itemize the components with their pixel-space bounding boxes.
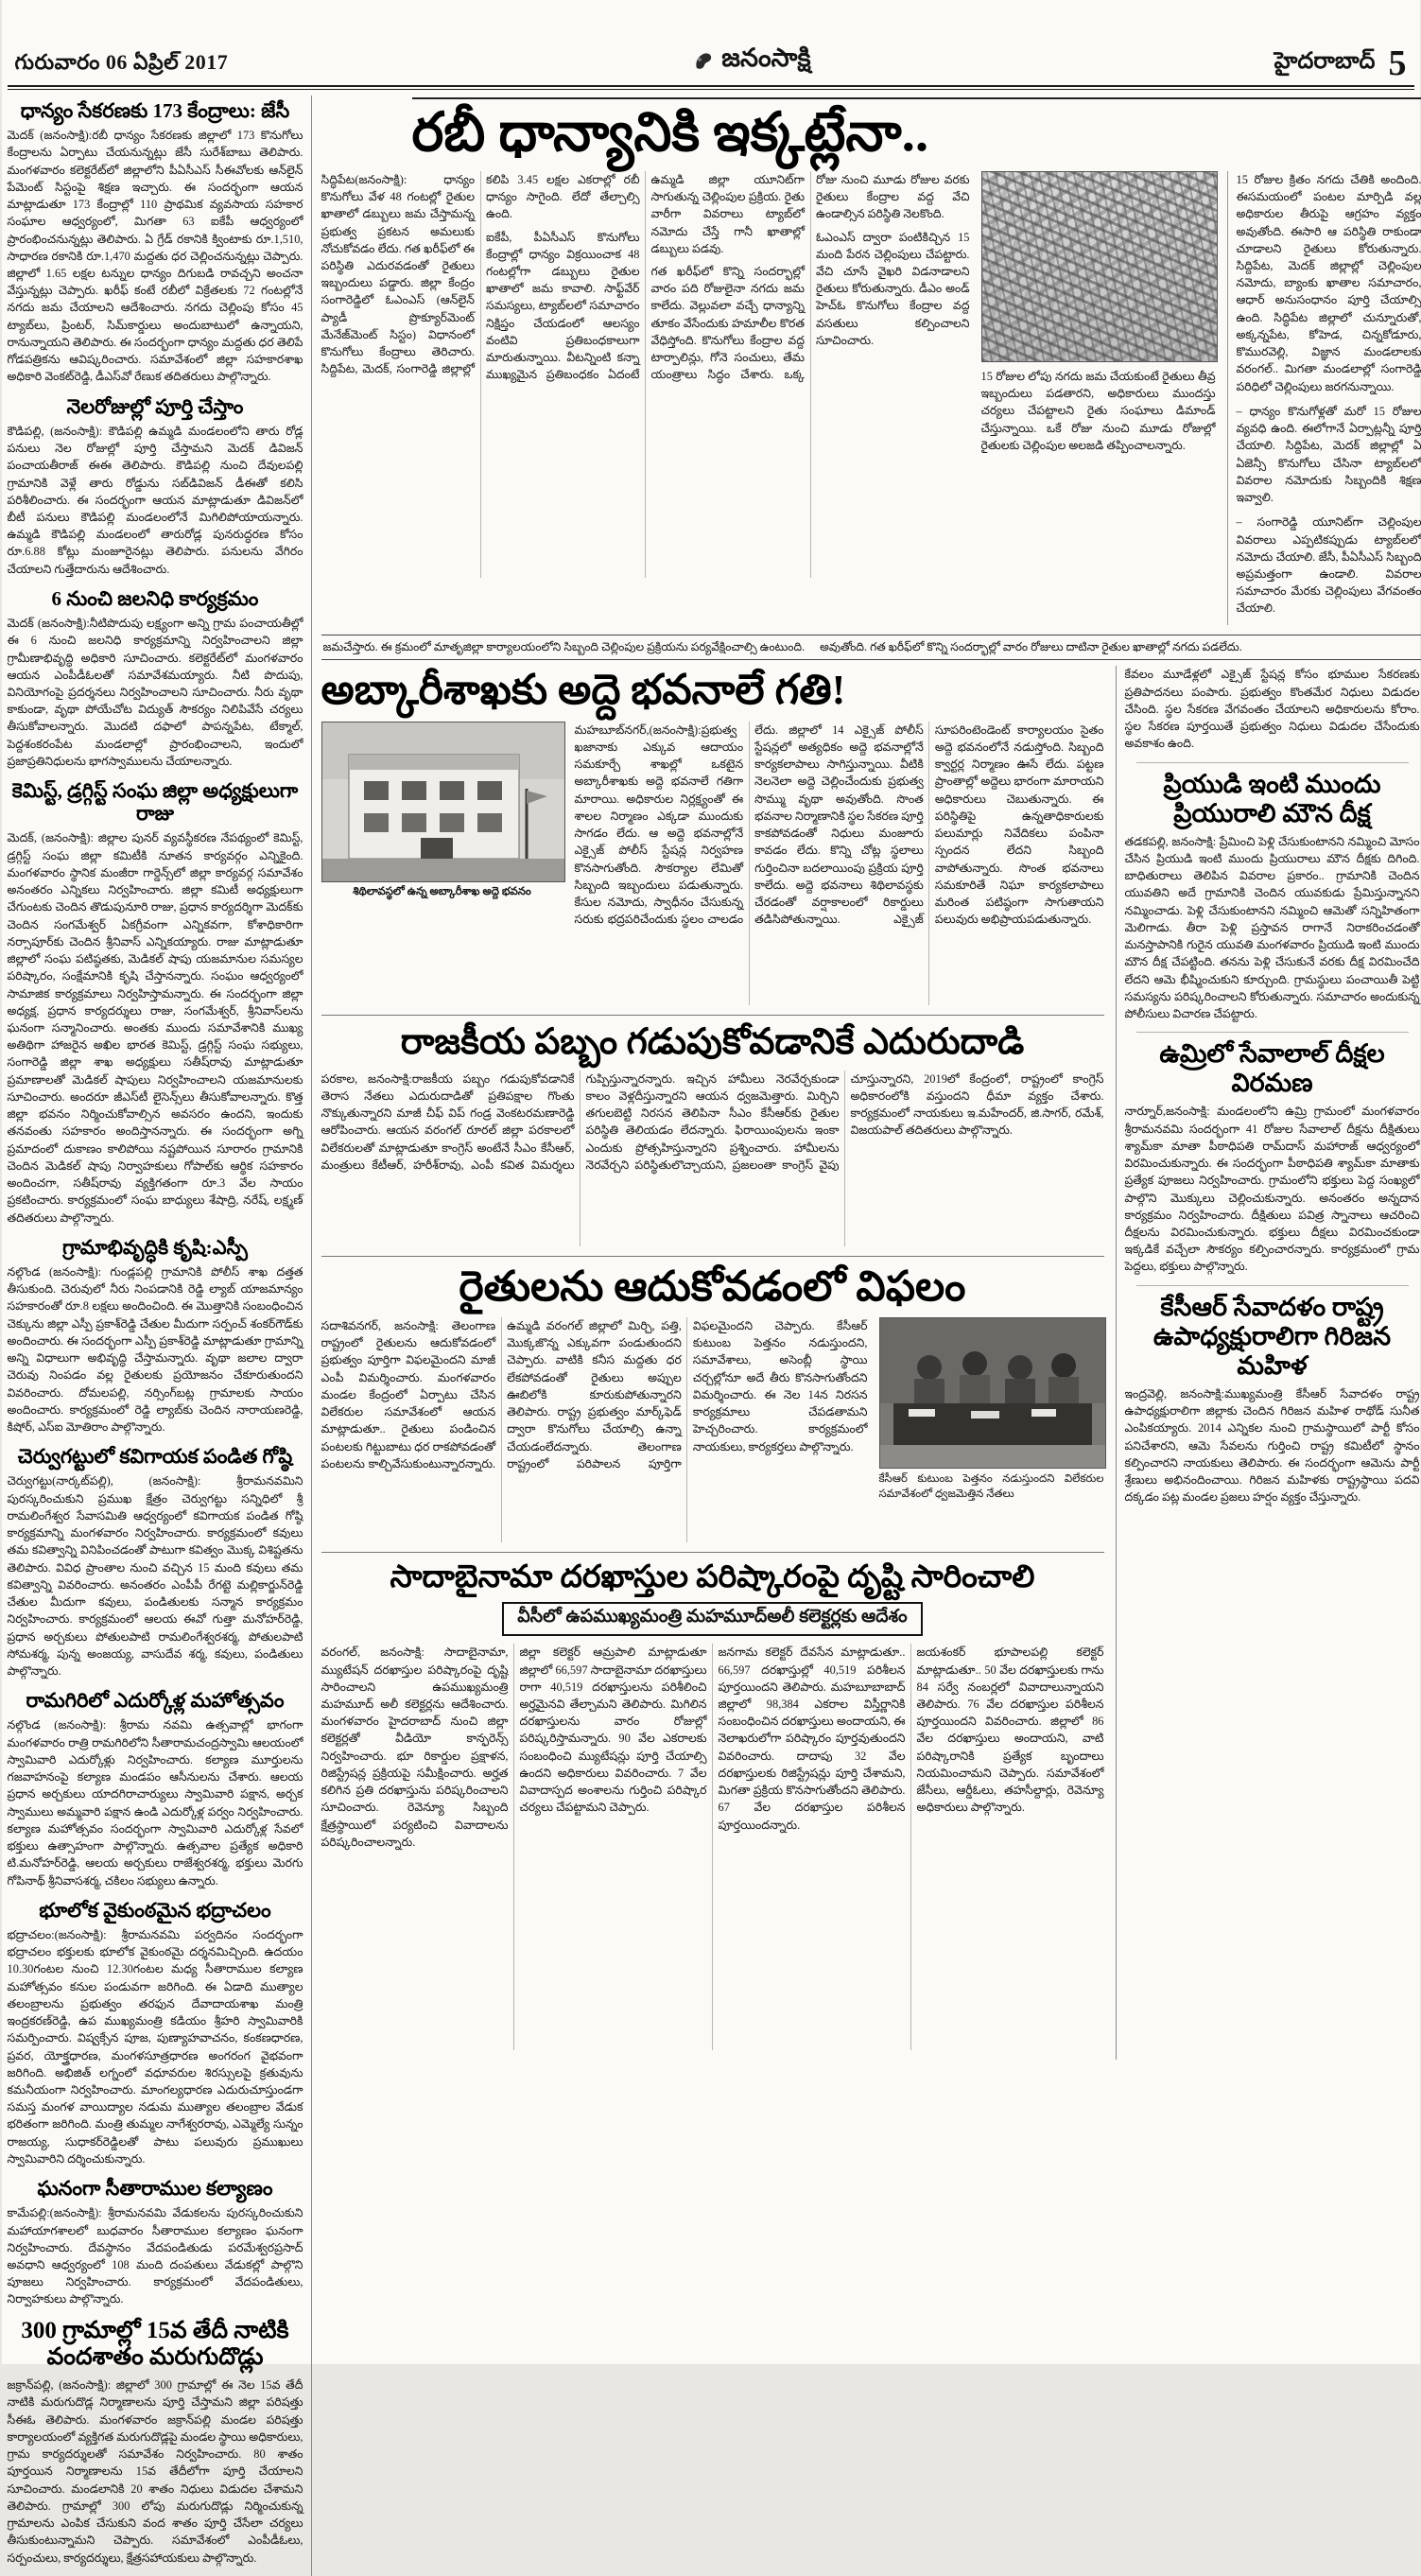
article-village-development xyxy=(8,1236,303,1436)
section-rule xyxy=(321,1256,1104,1257)
section-rule xyxy=(321,1015,1104,1016)
article-poets-meet xyxy=(8,1445,303,1680)
lead-continuation-strip xyxy=(321,635,1421,661)
excise-body-text: మహబూబ్‌నగర్,(జనంసాక్షి):ప్రభుత్వ ఖజానాకు ఎక్కువ ఆదాయం సమకూర్చే శాఖల్లో ఒకటైన అబ్కారీశాఖకు అద్దె భవనాలే గతిగా మారాయి. అధికారుల నిర్లక్ష్యంతో ఈ శాలల నిర్మాణం ఎక్కడా ముందుకు సాగడం లేదు. ఆ అద్దె భవనాల్లోనే ఎక్సైజ్ పోలీస్ స్టేషన్ల నిర్వహణ కొనసాగుతోంది. సౌకర్యాల లేమితో సిబ్బంది ఇబ్బందులు పడుతున్నారు. కేసుల నమోదు, స్వాధీనం చేసుకున్న సరుకు భద్రపరిచేందుకు స్థలం చాలడం లేదు. జిల్లాలో 14 ఎక్సైజ్ పోలీస్ స్టేషన్లలో అత్యధికం అద్దె భవనాల్లోనే కార్యకలాపాలు సాగిస్తున్నాయి. వీటికి నెలనెలా అద్దె చెల్లించేందుకు ప్రభుత్వ సొమ్ము వృథా అవుతోంది. సొంత భవనాల నిర్మాణానికి స్థల సేకరణ పూర్తి కాకపోవడంతో నిధులు మంజూరు కావడం లేదు. కొన్ని చోట్ల స్థలాలు గుర్తించినా బదలాయింపు ప్రక్రియ పూర్తి కాలేదు. అద్దె భవనాలు శిథిలావస్థకు చేరడంతో వర్షాకాలంలో రికార్డులు తడిసిపోతున్నాయి. ఎక్సైజ్ సూపరింటెండెంట్ కార్యాలయం సైతం అద్దె భవనంలోనే నడుస్తోంది. సిబ్బంది క్వార్టర్ల నిర్మాణం ఊసే లేదు. పట్టణ ప్రాంతాల్లో అద్దెలు భారంగా మారాయని అధికారులు చెబుతున్నారు. ఈ పరిస్థితిపై ఉన్నతాధికారులకు పలుమార్లు నివేదికలు పంపినా స్పందన లేదని సిబ్బంది వాపోతున్నారు. సొంత భవనాలు సమకూరితే నిఘా కార్యకలాపాలు మరింత పటిష్ఠంగా సాగుతాయని పలువురు అభిప్రాయపడుతున్నారు. xyxy=(575,722,1104,931)
rail-rule xyxy=(1136,1032,1409,1033)
excise-body xyxy=(575,722,1104,1005)
article-headline: చెర్వుగట్టులో కవిగాయక పండిత గోష్ఠి xyxy=(9,1445,302,1468)
farmers-body xyxy=(321,1317,868,1542)
article-headline: గ్రామాభివృద్ధికి కృషి:ఎస్పీ xyxy=(9,1236,302,1259)
masthead-logo-icon xyxy=(691,49,716,74)
edition-date: గురువారం 06 ఏప్రిల్ 2017 xyxy=(15,50,229,79)
lead-text-columns xyxy=(321,171,970,578)
politics-story xyxy=(321,1023,1104,1246)
lead-under-photo-text: 15 రోజుల లోపు నగదు జమ చేయకుంటే రైతులు తీవ్ర ఇబ్బందులు పడతారని, అధికారులు ముందస్తు చర్యలు చేపట్టాలని రైతు సంఘాలు డిమాండ్ చేస్తున్నాయి. ఒకే రోజు నుంచి మూడు రోజుల్లో రైతులకు చెల్లింపుల అలజడి తప్పించాలన్నారు. xyxy=(981,368,1216,454)
page-body xyxy=(8,96,1414,2576)
politics-body xyxy=(321,1070,1104,1246)
mid-grid xyxy=(321,666,1421,2060)
edition-city: హైదరాబాద్ xyxy=(1274,48,1376,79)
article-jalanidhi xyxy=(8,587,303,770)
excise-continuation-text: కేవలం మూడేళ్లలో ఎక్సైజ్ స్టేషన్ల కోసం భూముల సేకరణకు ప్రతిపాదనలు పంపారు. ప్రభుత్వం కొంతమేర నిధులు విడుదల చేసింది. స్థల సేకరణ వేగవంతం చేయాలని అధికారులను కోరాం. స్థల సేకరణ పూర్తయితే ప్రభుత్వం నిధులు విడుదల చేసేందుకు అవకాశం ఉంది. xyxy=(1125,666,1420,752)
masthead-logo xyxy=(691,44,810,79)
lead-top-rule xyxy=(412,97,1421,99)
lead-note-right: అవుతోంది. గత ఖరీఫ్‌లో కొన్ని సందర్భాల్లో వారం రోజులు దాటినా రైతుల ఖాతాల్లో నగదు పడలేదు. xyxy=(820,639,1242,656)
article-body: మెదక్ (జనంసాక్షి):నీటిపొదుపు లక్ష్యంగా అన్ని గ్రామ పంచాయతీల్లో ఈ 6 నుంచి జలనిధి కార్యక్రమాన్ని నిర్వహించాలని జిల్లా గ్రామీణాభివృద్ధి అధికారి సూచించారు. కలెక్టరేట్‌లో మంగళవారం ఆయన ఎంపీడీఓలతో సమావేశమయ్యారు. నీటి పొదుపు, వినియోగంపై ప్రదర్శనలు నిర్వహించాలని సూచించారు. నీరు వృథా కాకుండా, వృథా పోయేచోట విద్యుత్ సౌకర్యం నిలిపివేసే చర్యలు తీసుకోవాలన్నారు. మొదటి దఫాలో పాపన్నపేట, టేక్మాల్, పెద్దశంకరంపేట మండలాల్లో ప్రారంభించాలని, ఇందులో ప్రజాప్రతినిధులను భాగస్వాములను చేయాలన్నారు. xyxy=(8,615,303,770)
sevalal-story xyxy=(1125,1039,1420,1275)
lead-body xyxy=(321,171,1421,625)
section-rule xyxy=(321,1552,1104,1553)
article-body: నల్గొండ (జనంసాక్షి): గుండ్లపల్లి గ్రామానికి పోలీస్ శాఖ దత్తత తీసుకుంది. చెరువులో నీరు నింపడానికి రెడ్డి ల్యాబ్ యాజమాన్యం సహకారంతో రూ.8 లక్షలు అందించింది. ఈ మొత్తానికి సంబంధించిన చెక్కును జిల్లా ఎస్పీ ప్రకాశ్‌రెడ్డి చేతుల మీదుగా సర్పంచ్ శంకర్‌గౌడ్‌కు అందించారు. ఈ సందర్భంగా ఎస్పీ ప్రకాశ్‌రెడ్డి మాట్లాడుతూ గ్రామాన్ని అన్ని విధాలుగా అభివృద్ధి చేస్తామన్నారు. వృథా జలాల ద్వారా చెరువు నింపడం వల్ల రైతులకు ప్రయోజనం చేకూరుతుందని వివరించారు. దోమలపల్లి, నర్సింగ్‌బట్ల గ్రామాలకు సాయం అందించారు. కార్యక్రమంలో రెడ్డి ల్యాబ్‌కు చెందిన నారాయణరెడ్డి, కిషోర్, ఎస్ఐ మోతిరాం పాల్గొన్నారు. xyxy=(8,1263,303,1436)
article-headline: భూలోక వైకుంఠమైన భద్రాచలం xyxy=(9,1899,302,1922)
article-chemist-association xyxy=(8,779,303,1227)
lead-col-3: గత ఖరీఫ్‌లో కొన్ని సందర్భాల్లో వారం పది రోజులైనా నగదు జమ కాలేదు. వెల్లువలా వచ్చే ధాన్యాన్ని తూకం వేసేందుకు హమాలీల కొరత వేధిస్తోంది. కొనుగోలు కేంద్రాల వద్ద టార్పాలిన్లు, గోనె సంచులు, తేమ యంత్రాలు సిద్ధం చేశారు. ఒక్క రోజు నుంచి మూడు రోజుల వరకు రైతులు కేంద్రాల వద్ద వేచి ఉండాల్సిన పరిస్థితి నెలకొంది. xyxy=(651,171,970,384)
rail-rule xyxy=(1136,1285,1409,1286)
article-headline: ధాన్యం సేకరణకు 173 కేంద్రాలు: జేసీ xyxy=(9,99,302,122)
masthead xyxy=(8,0,1414,83)
kcr-sevadal-headline: కేసీఆర్ సేవాదళం రాష్ట్ర ఉపాధ్యక్షురాలిగా గిరిజన మహిళ xyxy=(1127,1293,1418,1381)
revenue-subhead-box: వీసీలో ఉపముఖ్యమంత్రి మహమూద్అలీ కలెక్టర్లకు ఆదేశం xyxy=(502,1602,922,1636)
lead-right-column xyxy=(1227,171,1421,625)
rail-rule xyxy=(1136,762,1409,763)
revenue-col-3: జనగామ కలెక్టర్ దేవసేన మాట్లాడుతూ.. 66,597 దరఖాస్తుల్లో 40,519 పరిశీలన పూర్తయిందని తెలిపారు. మహబూబాబాద్ జిల్లాలో 98,384 ఎకరాల విస్తీర్ణానికి సంబంధించిన దరఖాస్తులు అందాయని, ఈ నెలాఖరులోగా పరిష్కారం పూర్తవుతుందని వివరించారు. దాదాపు 32 వేల దరఖాస్తులకు రిజిస్ట్రేషన్లు పూర్తి చేశామని, మిగతా ప్రక్రియ కొనసాగుతోందని తెలిపారు. 67 వేల దరఖాస్తుల పరిశీలన పూర్తయిందన్నారు. xyxy=(719,1644,906,1834)
revenue-body xyxy=(321,1644,1104,2050)
lover-protest-headline: ప్రియుడి ఇంటి ముందు ప్రియురాలి మౌన దీక్ష xyxy=(1127,770,1418,828)
right-rail xyxy=(1116,666,1420,2060)
article-body: కౌడిపల్లి, (జనంసాక్షి): కౌడిపల్లి ఉమ్మడి మండలంలోని తారు రోడ్ల పనులు నెల రోజుల్లో పూర్తి చేస్తామని మెదక్ డివిజన్ పంచాయతీరాజ్ ఈఈ తెలిపారు. కౌడిపల్లి నుంచి దేవులపల్లి గ్రామానికి వెళ్లే తారు రోడ్డును సబ్‌డివిజన్ డీఈతో కలిసి పరిశీలించారు. ఈ సందర్భంగా ఆయన మాట్లాడుతూ డివిజన్‌లో బీటీ పనులు కౌడిపల్లి మండలంలోనే మిగిలిపోయాయన్నారు. ఉమ్మడి కౌడిపల్లి మండలంలో తారురోడ్ల పునరుద్ధరణ కోసం రూ.6.88 కోట్లు మంజూరైనట్లు తెలిపారు. పనులను వేగిరం చేయాలని గుత్తేదారును ఆదేశించారు. xyxy=(8,423,303,578)
lover-protest-body: తడకపల్లి, జనంసాక్షి: ప్రేమించి పెళ్లి చేసుకుంటానని నమ్మించి మోసం చేసిన ప్రియుడి ఇంటి ముందు ప్రియురాలు మౌన దీక్షకు దిగింది. బాధితురాలు తెలిపిన వివరాల ప్రకారం.. గ్రామానికి చెందిన యువతిని అదే గ్రామానికి చెందిన యువకుడు ప్రేమిస్తున్నానని నమ్మించాడు. పెళ్లి చేసుకుంటానని నమ్మించి ఆమెతో సన్నిహితంగా మెలిగాడు. తీరా పెళ్లి ప్రస్తావన రాగానే నిరాకరించడంతో మనస్తాపానికి గురైన యువతి మంగళవారం ప్రియుడి ఇంటి ముందు మౌన దీక్ష చేపట్టింది. తనను పెళ్లి చేసుకునే వరకు దీక్ష విరమించేది లేదని ఆమె భీష్మించుకుని కూర్చుంది. గ్రామస్థులు పంచాయితీ పెట్టి సమస్యను పరిష్కరించాలని కోరుతున్నారు. సమాచారం అందుకున్న పోలీసులు విచారణ చేపట్టారు. xyxy=(1125,833,1420,1023)
article-body: నల్గొండ (జనంసాక్షి): శ్రీరామ నవమి ఉత్సవాల్లో భాగంగా మంగళవారం రాత్రి రామగిరిలోని సీతారామచంద్రస్వామి ఆలయంలో స్వామివారి ఎదుర్కోళ్లు నిర్వహించారు. కల్యాణ మూర్తులను గజవాహనంపై కల్యాణ మండపం ఆసీనులను చేశారు. ఆలయ ప్రధాన అర్చకులు యాదగిరాచార్యులు స్వామివారి పక్షాన, అర్చక స్వాములు అమ్మవారి పక్షాన ఉండి ఎదుర్కోళ్ల పర్వం నిర్వహించారు. కల్యాణ మహోత్సవం సందర్భంగా స్వామివారి ఎదుర్కోళ్ల సేవలో భక్తులు ఉత్సాహంగా పాల్గొన్నారు. ఉత్సవాల ప్రత్యేక అధికారి టి.మనోహర్‌రెడ్డి, ఆలయ అర్చకులు రాజేశ్వరశర్మ, భక్తులు మెరగు గోపినాథ్ శ్రీనివాసశర్మ, చకిలం సభ్యులు ఉన్నారు. xyxy=(8,1716,303,1888)
article-headline: రామగిరిలో ఎదుర్కోళ్ల మహోత్సవం xyxy=(9,1689,302,1712)
article-headline: 300 గ్రామాల్లో 15వ తేదీ నాటికి వందశాతం మరుగుదొడ్లు xyxy=(9,2318,302,2373)
lead-right-quote-2: – సంగారెడ్డి యూనిట్‌గా చెల్లింపుల వివరాలు ఎప్పటికప్పుడు ట్యాబ్‌లలో నమోదు చేయాలి. జేసీ, పీఏసీఎస్ సిబ్బంది అప్రమత్తంగా ఉండాలి. వివరాల సమాచారం మేరకు చెల్లింపులు వేగవంతం చేయాలి. xyxy=(1237,513,1421,617)
revenue-story xyxy=(321,1560,1104,2050)
revenue-col-4: జయశంకర్ భూపాలపల్లి కలెక్టర్ మాట్లాడుతూ.. 50 వేల దరఖాస్తులకు గాను 84 సర్వే నంబర్లలో వివాదాలున్నాయని తెలిపారు. 76 వేల దరఖాస్తుల పరిశీలన పూర్తయిందని వివరించారు. జిల్లాలో 86 వేల దరఖాస్తులు అందాయని, వాటి పరిష్కారానికి ప్రత్యేక బృందాలు నియమించామని చెప్పారు. సమావేశంలో జేసీలు, ఆర్డీఓలు, తహసీల్దార్లు, రెవెన్యూ అధికారులు పాల్గొన్నారు. xyxy=(917,1644,1104,1816)
left-column xyxy=(8,96,312,2576)
farmers-photo-caption: కేసీఆర్ కుటుంబ పెత్తనం నడుస్తుందని విలేకరుల సమావేశంలో ధ్వజమెత్తిన నేతలు xyxy=(879,1471,1104,1501)
newspaper-page xyxy=(2,0,1420,2364)
lead-right-quote-1: – ధాన్యం కొనుగోళ్లతో మరో 15 రోజుల వ్యవధి ఉంది. ఈలోగానే ఏర్పాట్లన్నీ పూర్తి చేయాలి. సిద్దిపేట, మెదక్ జిల్లాల్లో ఏ ఏజెన్సీ కొనుగోలు చేసినా ట్యాబ్‌లలో వివరాల నమోదుకు సిబ్బందికి శిక్షణ ఇవ్వాలి. xyxy=(1237,403,1421,506)
lead-col-2: ఐకేపీ, పీఏసీఎస్ కొనుగోలు కేంద్రాల్లో ధాన్యం విక్రయించాక 48 గంటల్లోగా డబ్బులు రైతుల ఖాతాలో జమ కావాలి. సాఫ్ట్‌వేర్ సమస్యలు, ట్యాబ్‌లలో సమాచారం నిక్షిప్తం చేయడంలో ఆలస్యం వంటివి ప్రతిబంధకాలుగా మారుతున్నాయి. వీటన్నింటి కన్నా ముఖ్యమైన ప్రతిబంధకం ఏదంటే ఉమ్మడి జిల్లా యూనిట్‌గా సాగుతున్న చెల్లింపుల ప్రక్రియ. రైతు వారీగా వివరాలు ట్యాబ్‌లో నమోదు చేస్తే గానీ ఖాతాల్లో డబ్బులు పడవు. xyxy=(486,171,805,384)
politics-body-text: పరకాల, జనంసాక్షి:రాజకీయ పబ్బం గడుపుకోవడానికే తెరాస నేతలు ఎదురుదాడితో ప్రతిపక్షాల గొంతు నొక్కుతున్నారని మాజీ చీఫ్ విప్ గండ్ర వెంకటరమణారెడ్డి ఆరోపించారు. ఆయన వరంగల్ రూరల్ జిల్లా పరకాలలో విలేకరులతో మాట్లాడుతూ కాంగ్రెస్ అంటేనే సీఎం కేసీఆర్, మంత్రులు కేటీఆర్, హరీశ్‌రావు, ఎంపీ కవిత విమర్శలు గుప్పిస్తున్నారన్నారు. ఇచ్చిన హామీలు నెరవేర్చకుండా కాలం వెళ్లదీస్తున్నారని ఆయన ధ్వజమెత్తారు. మిర్చిని తగులబెట్టి నిరసన తెలిపినా సీఎం కేసీఆర్‌కు రైతుల పరిస్థితి తెలియడం లేదన్నారు. ఫిరాయింపులను ఇంకా ఎందుకు ప్రోత్సహిస్తున్నారని ప్రశ్నించారు. హామీలను నెరవేర్చని పరిస్థితులొచ్చాయని, ప్రజలంతా కాంగ్రెస్ వైపు చూస్తున్నారని, 2019లో కేంద్రంలో, రాష్ట్రంలో కాంగ్రెస్ అధికారంలోకి వస్తుందని ధీమా వ్యక్తం చేశారు. కార్యక్రమంలో నాయకులు ఇ.మహేందర్, జి.సాగర్, రమేశ్, విజయపాల్ తదితరులు పాల్గొన్నారు. xyxy=(321,1070,1104,1174)
lead-col-1: సిద్ధిపేట(జనంసాక్షి): ధాన్యం కొనుగోలు వేళ 48 గంటల్లో రైతుల ఖాతాలో డబ్బులు జమ చేస్తామన్న ప్రభుత్వ ప్రకటన అమలుకు నోచుకోవడం లేదు. గత ఖరీఫ్‌లో ఈ పరిస్థితి ఎదురవడంతో రైతులు ఇబ్బందులు పడ్డారు. జిల్లా కేంద్రం సంగారెడ్డిలో ఓఎంఎస్ (ఆన్‌లైన్ ప్యాడీ ప్రొక్యూర్‌మెంట్ మేనేజ్‌మెంట్ సిస్టం) విధానంలో కొనుగోలు కేంద్రాలు తెరిచారు. సిద్దిపేట, మెదక్, సంగారెడ్డి జిల్లాల్లో కలిపి 3.45 లక్షల ఎకరాల్లో రబీ ధాన్యం సాగైంది. లేదో తేల్చాల్సి ఉంది. xyxy=(321,171,640,384)
excise-continuation xyxy=(1125,666,1420,752)
article-headline: కెమిస్ట్, డ్రగ్గిస్ట్ సంఘ జిల్లా అధ్యక్షులుగా రాజు xyxy=(9,779,302,825)
article-body: జక్రాన్‌పల్లి, (జనంసాక్షి): జిల్లాలో 300 గ్రామాల్లో ఈ నెల 15వ తేదీ నాటికి మరుగుదొడ్ల నిర్మాణాలను పూర్తి చేస్తామని జిల్లా పరిషత్తు సీఈఓ తెలిపారు. మంగళవారం జక్రాన్‌పల్లి మండల పరిషత్తు కార్యాలయంలో వ్యక్తిగత మరుగుదొడ్లపై మండల స్థాయి అధికారులు, గ్రామ కార్యదర్శులతో సమావేశం నిర్వహించారు. 80 శాతం పూర్తయిన నిర్మాణాలను 15వ తేదీలోగా పూర్తి చేయాలని సూచించారు. మండలానికి 20 శాతం నిధులు విడుదల చేశామని తెలిపారు. గ్రామాల్లో 300 లోపు మరుగుదొడ్లు నిర్మించుకున్న గ్రామాలను ఎంపిక చేసుకుని వంద శాతం పూర్తి చేసేలా చర్యలు తీసుకుంటున్నామని చెప్పారు. సమావేశంలో ఎంపీడీఓలు, సర్పంచులు, కార్యదర్శులు, క్షేత్రసహాయకులు పాల్గొన్నారు. xyxy=(8,2376,303,2567)
sevalal-body: నార్నూర్,జనంసాక్షి: మండలంలోని ఉమ్రి గ్రామంలో మంగళవారం శ్రీరామనవమి సందర్భంగా 41 రోజుల సేవాలాల్ దీక్షను దీక్షితులు శ్యామ్‌కా మాతా పీఠాధిపతి రామ్‌దాస్ మహారాజ్ ఆధ్వర్యంలో విరమించుకున్నారు. ఈ సందర్భంగా పీఠాధిపతి శ్యామ్‌కా మాతాకు ప్రత్యేక పూజలు నిర్వహించారు. గ్రామంలోని భక్తులు పెద్ద సంఖ్యలో పాల్గొని మొక్కులు చెల్లించుకున్నారు. అనంతరం అన్నదాన కార్యక్రమం నిర్వహించారు. దీక్షితులు పవిత్ర స్నానాలు ఆచరించి దీక్షలను విరమించుకున్నారు. భక్తులు దీక్షలు విరమించకుండా ఇక్కడికే వచ్చేలా సౌకర్యం కల్పించారన్నారు. కార్యక్రమంలో గ్రామ పెద్దలు, భక్తులు పాల్గొన్నారు. xyxy=(1125,1103,1420,1275)
center-stack xyxy=(321,666,1104,2060)
article-body: కామేపల్లి:(జనంసాక్షి): శ్రీరామనవమి వేడుకలను పురస్కరించుకుని మహాయాగశాలలో బుధవారం సీతారాముల కల్యాణం ఘనంగా నిర్వహించారు. దేవస్థానం వేదపండితుడు పరమేశ్వరప్రసాద్ అవధాని ఆధ్వర్యంలో 108 మంది దంపతులు వేడుకల్లో పాల్గొని పూజలు నిర్వహించారు. కార్యక్రమంలో వేదపండితులు, నిర్వాహకులు పాల్గొన్నారు. xyxy=(8,2204,303,2307)
lead-story xyxy=(321,96,1421,660)
politics-headline: రాజకీయ పబ్బం గడుపుకోవడానికే ఎదురుదాడి xyxy=(321,1023,1104,1063)
lover-protest-story xyxy=(1125,770,1420,1023)
lead-right-text: 15 రోజుల క్రితం నగదు చేతికి అందింది. ఈసమయంలో పంటల మార్పిడి వల్ల అధికారుల తీరుపై ఆగ్రహం వ్యక్తం అవుతోంది. ఈసారి ఆ పరిస్థితి రాకుండా చూడాలని రైతులు కోరుతున్నారు. సిద్దిపేట, మెదక్ జిల్లాల్లో చెల్లింపుల నమోదు, బ్యాంకు ఖాతాల సమాచారం, ఆధార్ అనుసంధానం పూర్తి చేయాల్సి ఉంది. సిద్ధిపేట జిల్లాలో చున్నూరుతో, అక్కన్నపేట, కోహెడ, చిన్నకోడూరు, కొమురవెల్లి, విజ్ఞాన మండలాలకు వరంగల్.. మిగతా మండలాల్లో సంగారెడ్డి పరిధిలో చెల్లింపులు జరగనున్నాయి. xyxy=(1237,171,1421,395)
article-body: మెదక్, (జనంసాక్షి): జిల్లాల పునర్ వ్యవస్థీకరణ నేపథ్యంలో కెమిస్ట్, డ్రగ్గిస్ట్ సంఘ జిల్లా కమిటీకి నూతన కార్యవర్గం ఎన్నికైంది. మంగళవారం స్థానిక మంజీరా గార్డెన్స్‌లో జిల్లా కార్యవర్గ సమావేశం అనంతరం ఎన్నికలు నిర్వహించారు. జిల్లా కమిటీ అధ్యక్షులుగా చేగుంటకు చెందిన తొడుపునూరి రాజు, ప్రధాన కార్యదర్శిగా మెదక్‌కు చెందిన సంగమేశ్వర్ ఏకగ్రీవంగా ఎన్నికవగా, కోశాధికారిగా నర్సాపూర్‌కు చెందిన శ్రీనివాస్ ఎన్నికయ్యారు. రాజు మాట్లాడుతూ జిల్లాలో సంఘ పటిష్ఠతకు, మెడికల్ షాపు యజమానుల సమస్యల పరిష్కారం, సంక్షేమానికి కృషి చేస్తానన్నారు. సంఘం ఆధ్వర్యంలో సామాజిక కార్యక్రమాలు నిర్వహిస్తామన్నారు. ఈ సందర్భంగా జిల్లా అధ్యక్ష, ప్రధాన కార్యదర్శులు రాజు, సంగమేశ్వర్, శ్రీనివాస్‌లను ఘనంగా సన్మానించారు. అంతకు ముందు సమావేశానికి ముఖ్య అతిథిగా హాజరైన అఖిల భారత కెమిస్ట్, డ్రగ్గిస్ట్ సంఘ సభ్యులు, సంగారెడ్డి జిల్లా శాఖ అధ్యక్షులు సతీష్‌రావు మాట్లాడుతూ ప్రమాణాలతో మెడికల్ షాపులు నిర్వహించాలని యజమానులకు సూచించారు. అందరూ జీఎస్‌టీ లైసెన్స్‌లు తీసుకోవాలన్నారు. కొత్త జిల్లా భవనం నిర్మించుకోవాల్సిన అవసరం ఉందని, ఇందుకు తనవంతు సహకారం అందిస్తానన్నారు. ఈ సందర్భంగా అగ్ని ప్రమాదంలో దుకాణం కాలిపోయి నష్టపోయిన సూరారం గ్రామానికి చెందిన మెడికల్ షాపు నిర్వాహకులు గోపాల్‌కు ఆర్థిక సహకారం అందించగా, సతీష్‌రావు వ్యక్తిగతంగా రూ.3 వేల సాయం ప్రకటించారు. కార్యక్రమంలో సంఘ బాధ్యులు శేషాద్రి, నరేష్, లక్ష్మణ్ తదితరులు పాల్గొన్నారు. xyxy=(8,829,303,1226)
building-photo xyxy=(321,722,563,882)
article-roads-month xyxy=(8,395,303,578)
masthead-title: జనంసాక్షి xyxy=(721,44,810,79)
article-bhadrachalam xyxy=(8,1899,303,2167)
article-body: మెదక్ (జనంసాక్షి):రబీ ధాన్యం సేకరణకు జిల్లాలో 173 కొనుగోలు కేంద్రాలను ఏర్పాటు చేయనున్నట్లు జేసీ సురేశ్‌బాబు తెలిపారు. మంగళవారం కలెక్టరేట్‌లో జిల్లాలోని పీఏసీఎస్ సీఈవోలకు ఆన్‌లైన్ పేమెంట్ సిస్టంపై శిక్షణ ఇచ్చారు. ఈ సందర్భంగా ఆయన మాట్లాడుతూ 173 కేంద్రాల్లో 110 ప్రాథమిక వ్యవసాయ సహకార సంఘాల ఆధ్వర్యంలో, మిగతా 63 ఐకేపీ ఆధ్వర్యంలో ప్రారంభించనున్నట్లు తెలిపారు. ఏ గ్రేడ్ రకానికి క్వింటాకు రూ.1,510, సాధారణ రకానికి రూ.1,470 మద్దతు ధర చెల్లించనున్నట్లు చెప్పారు. జిల్లాలో 1.65 లక్షల టన్నుల ధాన్యం దిగుబడి రావచ్చని అంచనా వేస్తున్నట్లు చెప్పారు. ఖరీఫ్ కంటే రబీలో విక్రేతలకు 72 గంటల్లోనే నగదు జమ చేయాలని ఆదేశించారు. నగదు చెల్లింపు కోసం 45 ట్యాబ్‌లు, ప్రింటర్, సిమ్‌కార్డులు అందుబాటులో ఉన్నాయని, రానున్నాయని తెలిపారు. ఈ సందర్భంగా ధాన్యం మద్దతు ధర తెలిపే గోడపత్రికను ఆవిష్కరించారు. సమావేశంలో జిల్లా సహకారశాఖ అధికారి వెంకట్‌రెడ్డి, డీఎస్‌వో రేణుక తదితరులు పాల్గొన్నారు. xyxy=(8,127,303,386)
article-headline: నెలరోజుల్లో పూర్తి చేస్తాం xyxy=(9,395,302,418)
farmers-story xyxy=(321,1264,1104,1542)
lead-headline: రబీ ధాన్యానికి ఇక్కట్లేనా.. xyxy=(412,105,1421,162)
article-headline: 6 నుంచి జలనిధి కార్యక్రమం xyxy=(9,587,302,610)
excise-photo-caption: శిథిలావస్థలో ఉన్న అబ్కారీశాఖ అద్దె భవనం xyxy=(321,885,563,900)
lead-photo-column xyxy=(981,171,1216,625)
kcr-sevadal-body: ఇంద్రవెల్లి, జనంసాక్షి:ముఖ్యమంత్రి కేసీఆర్ సేవాదళం రాష్ట్ర ఉపాధ్యక్షురాలిగా జిల్లాకు చెందిన గిరిజన మహిళ రాథోడ్ సునీత ఎంపికయ్యారు. 2014 ఎన్నికల నుంచి గ్రామస్థాయిలో పార్టీ కోసం పనిచేశారని, ఆమె సేవలను గుర్తించి రాష్ట్ర కమిటీలో స్థానం కల్పించారని నాయకులు తెలిపారు. ఈ సందర్భంగా ఆమెను పార్టీ శ్రేణులు అభినందించాయి. గిరిజన మహిళకు రాష్ట్రస్థాయి పదవి దక్కడం పట్ల మండల ప్రజలు హర్షం వ్యక్తం చేస్తున్నారు. xyxy=(1125,1385,1420,1506)
sevalal-headline: ఉమ్రిలో సేవాలాల్ దీక్షల విరమణ xyxy=(1127,1039,1418,1098)
excise-story xyxy=(321,668,1104,1004)
paddy-grains-photo xyxy=(981,171,1218,362)
article-toilets-300-villages xyxy=(8,2318,303,2567)
revenue-col-2: జిల్లా కలెక్టర్ ఆమ్రపాలి మాట్లాడుతూ జిల్లాలో 66,597 సాదాబైనామా దరఖాస్తులు రాగా 40,519 దరఖాస్తులను పరిశీలించి అర్హమైనవి తేల్చామని తెలిపారు. మిగిలిన దరఖాస్తులను వారం రోజుల్లో పరిష్కరిస్తామన్నారు. 90 వేల ఎకరాలకు సంబంధించి మ్యుటేషన్లు పూర్తి చేయాల్సి ఉందని అధికారులు వివరించారు. 7 వేల వివాదాస్పద అంశాలను గుర్తించి పరిష్కార చర్యలు చేపట్టామని చెప్పారు. xyxy=(520,1644,707,1816)
masthead-rule-2 xyxy=(8,89,1414,90)
article-sitarama-kalyanam xyxy=(8,2177,303,2308)
article-body: భద్రాచలం:(జనంసాక్షి): శ్రీరామనవమి పర్వదినం సందర్భంగా భద్రాచలం భక్తులకు భూలోక వైకుంఠమై దర్శనమిచ్చింది. ఉదయం 10.30గంటల నుంచి 12.30గంటల మధ్య సీతారాముల కల్యాణ మహోత్సవం కనుల పండువగా జరిగింది. ఈ ఏడాది ముత్యాల తలంబ్రాలను ప్రభుత్వం తరఫున దేవాదాయశాఖ మంత్రి ఇంద్రకరణ్‌రెడ్డి, ఉప ముఖ్యమంత్రి కడియం శ్రీహరి స్వామివారికి సమర్పించారు. విష్వక్సేన పూజ, పుణ్యాహవాచనం, కంకణధారణ, ప్రవర, యోక్త్రధారణ, మంగళసూత్రధారణ అంగరంగ వైభవంగా జరిగింది. అభిజిత్ లగ్నంలో వధూవరుల శిరస్సులపై క్రతువును కమనీయంగా నిర్వహించారు. మాంగల్యధారణ ఎదురుచూస్తుండగా సమస్త మంగళ వాయిద్యాల నడుమ ముత్యాల తలంబ్రాల వేడుక భరితంగా జరిగింది. మంత్రి తుమ్మల నాగేశ్వరరావు, ఎమ్మెల్యే సున్నం రాజయ్య, సుధాకర్‌రెడ్డిలతో పాటు పలువురు ప్రముఖులు స్వామివారిని దర్శించుకున్నారు. xyxy=(8,1926,303,2167)
excise-body-row xyxy=(321,722,1104,1005)
lead-note-left: జమచేస్తారు. ఈ క్రమంలో మాతృజిల్లా కార్యాలయంలోని సిబ్బంది చెల్లింపుల ప్రక్రియను పర్యవేక్షించాల్సి ఉంటుంది. xyxy=(323,639,806,656)
masthead-right xyxy=(1274,47,1407,79)
revenue-col-1: వరంగల్, జనంసాక్షి: సాదాబైనామా, మ్యుటేషన్ దరఖాస్తుల పరిష్కారంపై దృష్టి సారించాలని ఉపముఖ్యమంత్రి మహమూద్ అలీ కలెక్టర్లను ఆదేశించారు. మంగళవారం హైదరాబాద్ నుంచి జిల్లా కలెక్టర్లతో వీడియో కాన్ఫరెన్స్ నిర్వహించారు. భూ రికార్డుల ప్రక్షాళన, రిజిస్ట్రేషన్ల ప్రక్రియపై సమీక్షించారు. అర్హత కలిగిన ప్రతి దరఖాస్తును పరిష్కరించాలని సూచించారు. రెవెన్యూ సిబ్బంది క్షేత్రస్థాయిలో పర్యటించి వివాదాలను పరిష్కరించాలన్నారు. xyxy=(321,1644,509,1851)
farmers-body-text: సదాశివనగర్, జనంసాక్షి: తెలంగాణ రాష్ట్రంలో రైతులను ఆదుకోవడంలో ప్రభుత్వం పూర్తిగా విఫలమైందని మాజీ ఎంపీ విమర్శించారు. మంగళవారం మండల కేంద్రంలో ఏర్పాటు చేసిన విలేకరుల సమావేశంలో ఆయన మాట్లాడుతూ.. రైతులు పండించిన పంటలకు గిట్టుబాటు ధర రాకపోవడంతో పంటలను కాల్చివేసుకుంటున్నారన్నారు. ఉమ్మడి వరంగల్ జిల్లాలో మిర్చి, పత్తి, మొక్కజొన్న ఎక్కువగా పండుతుందని చెప్పారు. వాటికి కనీస మద్దతు ధర లేకపోవడంతో రైతులు అప్పుల ఊబిలోకి కూరుకుపోతున్నారని తెలిపారు. రాష్ట్ర ప్రభుత్వం మార్క్‌ఫెడ్ ద్వారా కొనుగోలు చేయాల్సి ఉన్నా చేయడంలేదన్నారు. తెలంగాణ రాష్ట్రంలో పరిపాలన పూర్తిగా విఫలమైందని చెప్పారు. కేసీఆర్ కుటుంబ పెత్తనం నడుస్తుందని, సమావేశాలు, అసెంబ్లీ స్థాయి చర్చల్లోనూ అదే తీరు కొనసాగుతోందని విమర్శించారు. ఈ నెల 14న నిరసన కార్యక్రమాలు చేపడతామని హెచ్చరించారు. కార్యక్రమంలో నాయకులు, కార్యకర్తలు పాల్గొన్నారు. xyxy=(321,1317,868,1472)
press-meet-photo xyxy=(879,1317,1104,1469)
article-headline: ఘనంగా సీతారాముల కల్యాణం xyxy=(9,2177,302,2200)
farmers-headline: రైతులను ఆదుకోవడంలో విఫలం xyxy=(321,1264,1104,1310)
excise-headline: అబ్కారీశాఖకు అద్దె భవనాలే గతి! xyxy=(321,668,1104,713)
article-paddy-centers xyxy=(8,99,303,386)
page-number: 5 xyxy=(1389,47,1407,79)
masthead-rule xyxy=(8,85,1414,87)
lead-col-4: ఓఎంఎస్ ద్వారా పంటికిచ్చిన 15 మంది పేరన చెల్లింపులు చేపట్టారు. వేచి చూసే వైఖరి విడనాడాలని రైతులు కోరుతున్నారు. డీఎం అండ్ హెచ్ఓ కొనుగోలు కేంద్రాల వద్ద వసతులు కల్పించాలని సూచించారు. xyxy=(816,229,970,350)
excise-figure xyxy=(321,722,563,1005)
article-ramagiri-festival xyxy=(8,1689,303,1888)
kcr-sevadal-story xyxy=(1125,1293,1420,1506)
farmers-body-row xyxy=(321,1317,1104,1542)
farmers-figure xyxy=(879,1317,1104,1542)
article-body: చెర్వుగట్టు(నార్కట్‌పల్లి), (జనంసాక్షి): శ్రీరామనవమిని పురస్కరించుకుని ప్రముఖ క్షేత్రం చెర్వుగట్టు సన్నిధిలో శ్రీ రామలింగేశ్వర సేవాసమితి ఆధ్వర్యంలో కవిగాయక పండిత గోష్ఠి కార్యక్రమాన్ని మంగళవారం నిర్వహించారు. కార్యక్రమంలో కవులు తమ కవిత్వాన్ని వినిపించడంతో పాటుగా కవిత్వం మొక్క విశిష్టతను తెలిపారు. వివిధ ప్రాంతాల నుంచి వచ్చిన 15 మంది కవులు తమ కవిత్వాన్ని వివరించారు. అనంతరం ఎంపీపీ రేగట్టె మల్లికార్జున్‌రెడ్డి చేతుల మీదుగా కవులు, పండితులకు సన్మాన కార్యక్రమం నిర్వహించారు. కార్యక్రమంలో ఆలయ ఈవో గుత్తా మనోహర్‌రెడ్డి, ప్రధాన అర్చకులు పోతులపాటి రామలింగేశ్వరశర్మ, పోతులపాటి సోమశర్మ, పున్న అంజయ్య, వాసుదేవ శర్మ, కవులు, పండితులు పాల్గొన్నారు. xyxy=(8,1472,303,1680)
revenue-headline: సాదాబైనామా దరఖాస్తుల పరిష్కారంపై దృష్టి సారించాలి xyxy=(321,1560,1104,1594)
main-area xyxy=(321,96,1421,2576)
